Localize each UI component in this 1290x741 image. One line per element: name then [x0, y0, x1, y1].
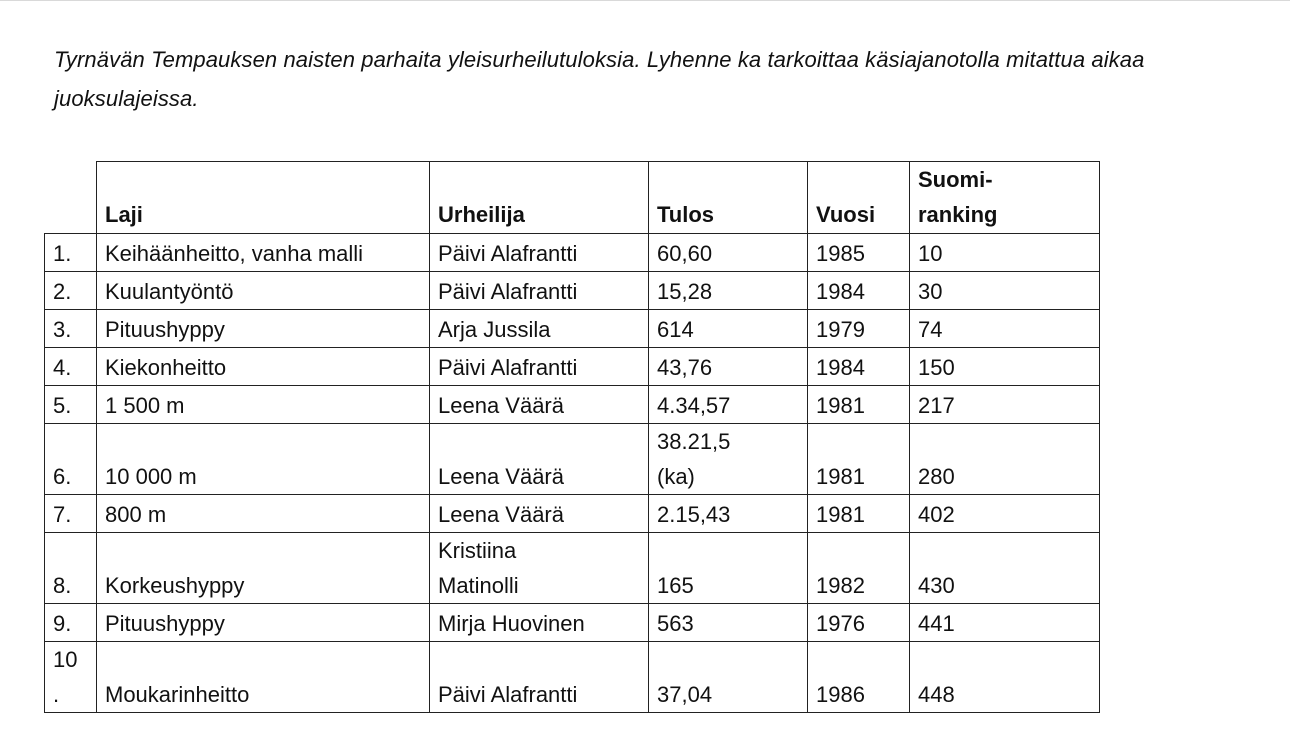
table-row: [45, 533, 1100, 604]
results-table: [44, 161, 1100, 713]
row-number-line1: 10: [53, 647, 78, 672]
row-urheilija: Päivi Alafrantti: [430, 642, 649, 713]
row-urheilija: [430, 533, 649, 604]
row-ranking: 150: [910, 348, 1100, 386]
row-tulos: 15,28: [649, 272, 808, 310]
row-urheilija: Leena Väärä: [430, 495, 649, 533]
row-urheilija: Päivi Alafrantti: [430, 272, 649, 310]
header-ranking-line2: ranking: [918, 202, 998, 227]
header-tulos: Tulos: [649, 162, 808, 234]
row-vuosi: 1982: [808, 533, 910, 604]
row-urheilija-line2: Matinolli: [438, 573, 519, 598]
table-row: [45, 604, 1100, 642]
row-vuosi: 1984: [808, 348, 910, 386]
row-number: 9.: [45, 604, 97, 642]
row-tulos-line2: (ka): [657, 464, 695, 489]
header-ranking: [910, 162, 1100, 234]
table-header-row: [45, 162, 1100, 234]
row-tulos: 165: [649, 533, 808, 604]
table-row: [45, 272, 1100, 310]
table-row: [45, 386, 1100, 424]
table-row: [45, 642, 1100, 713]
row-tulos-line1: 38.21,5: [657, 429, 731, 454]
row-tulos: 2.15,43: [649, 495, 808, 533]
row-laji: 800 m: [97, 495, 430, 533]
row-tulos: 60,60: [649, 234, 808, 272]
header-vuosi: Vuosi: [808, 162, 910, 234]
row-urheilija: Päivi Alafrantti: [430, 348, 649, 386]
row-vuosi: 1979: [808, 310, 910, 348]
header-laji: Laji: [97, 162, 430, 234]
row-vuosi: 1984: [808, 272, 910, 310]
row-ranking: 448: [910, 642, 1100, 713]
row-number: 8.: [45, 533, 97, 604]
row-urheilija: Leena Väärä: [430, 424, 649, 495]
row-vuosi: 1981: [808, 424, 910, 495]
row-laji: 1 500 m: [97, 386, 430, 424]
row-number: 1.: [45, 234, 97, 272]
row-number: 7.: [45, 495, 97, 533]
header-urheilija: Urheilija: [430, 162, 649, 234]
table-row: [45, 495, 1100, 533]
row-vuosi: 1976: [808, 604, 910, 642]
row-number: 4.: [45, 348, 97, 386]
row-vuosi: 1981: [808, 386, 910, 424]
row-number: 2.: [45, 272, 97, 310]
row-vuosi: 1985: [808, 234, 910, 272]
row-urheilija: Mirja Huovinen: [430, 604, 649, 642]
table-row: [45, 310, 1100, 348]
row-ranking: 217: [910, 386, 1100, 424]
table-caption: Tyrnävän Tempauksen naisten parhaita yleisurheilutuloksia. Lyhenne ka tarkoittaa käsiajanotolla mitattua aikaa juoksulajeissa.: [54, 47, 1145, 111]
row-ranking: 10: [910, 234, 1100, 272]
table-row: [45, 424, 1100, 495]
row-number: 6.: [45, 424, 97, 495]
row-urheilija: Arja Jussila: [430, 310, 649, 348]
row-number: [45, 642, 97, 713]
header-number: [45, 162, 97, 234]
row-laji: Moukarinheitto: [97, 642, 430, 713]
row-laji: Pituushyppy: [97, 310, 430, 348]
row-urheilija-line1: Kristiina: [438, 538, 517, 563]
row-tulos: 614: [649, 310, 808, 348]
row-laji: Keihäänheitto, vanha malli: [97, 234, 430, 272]
table-row: [45, 348, 1100, 386]
row-tulos: 4.34,57: [649, 386, 808, 424]
row-tulos: 563: [649, 604, 808, 642]
row-ranking: 30: [910, 272, 1100, 310]
row-ranking: 441: [910, 604, 1100, 642]
row-laji: 10 000 m: [97, 424, 430, 495]
row-number: 5.: [45, 386, 97, 424]
row-laji: Kiekonheitto: [97, 348, 430, 386]
row-vuosi: 1981: [808, 495, 910, 533]
row-tulos: 37,04: [649, 642, 808, 713]
row-number: 3.: [45, 310, 97, 348]
row-urheilija: Leena Väärä: [430, 386, 649, 424]
row-laji: Korkeushyppy: [97, 533, 430, 604]
row-laji: Pituushyppy: [97, 604, 430, 642]
row-number-line2: .: [53, 682, 60, 707]
row-laji: Kuulantyöntö: [97, 272, 430, 310]
row-ranking: 280: [910, 424, 1100, 495]
row-tulos: [649, 424, 808, 495]
row-ranking: 430: [910, 533, 1100, 604]
header-ranking-line1: Suomi-: [918, 167, 993, 192]
row-tulos: 43,76: [649, 348, 808, 386]
top-divider: [0, 0, 1290, 1]
row-urheilija: Päivi Alafrantti: [430, 234, 649, 272]
row-vuosi: 1986: [808, 642, 910, 713]
row-ranking: 402: [910, 495, 1100, 533]
row-ranking: 74: [910, 310, 1100, 348]
table-row: [45, 234, 1100, 272]
